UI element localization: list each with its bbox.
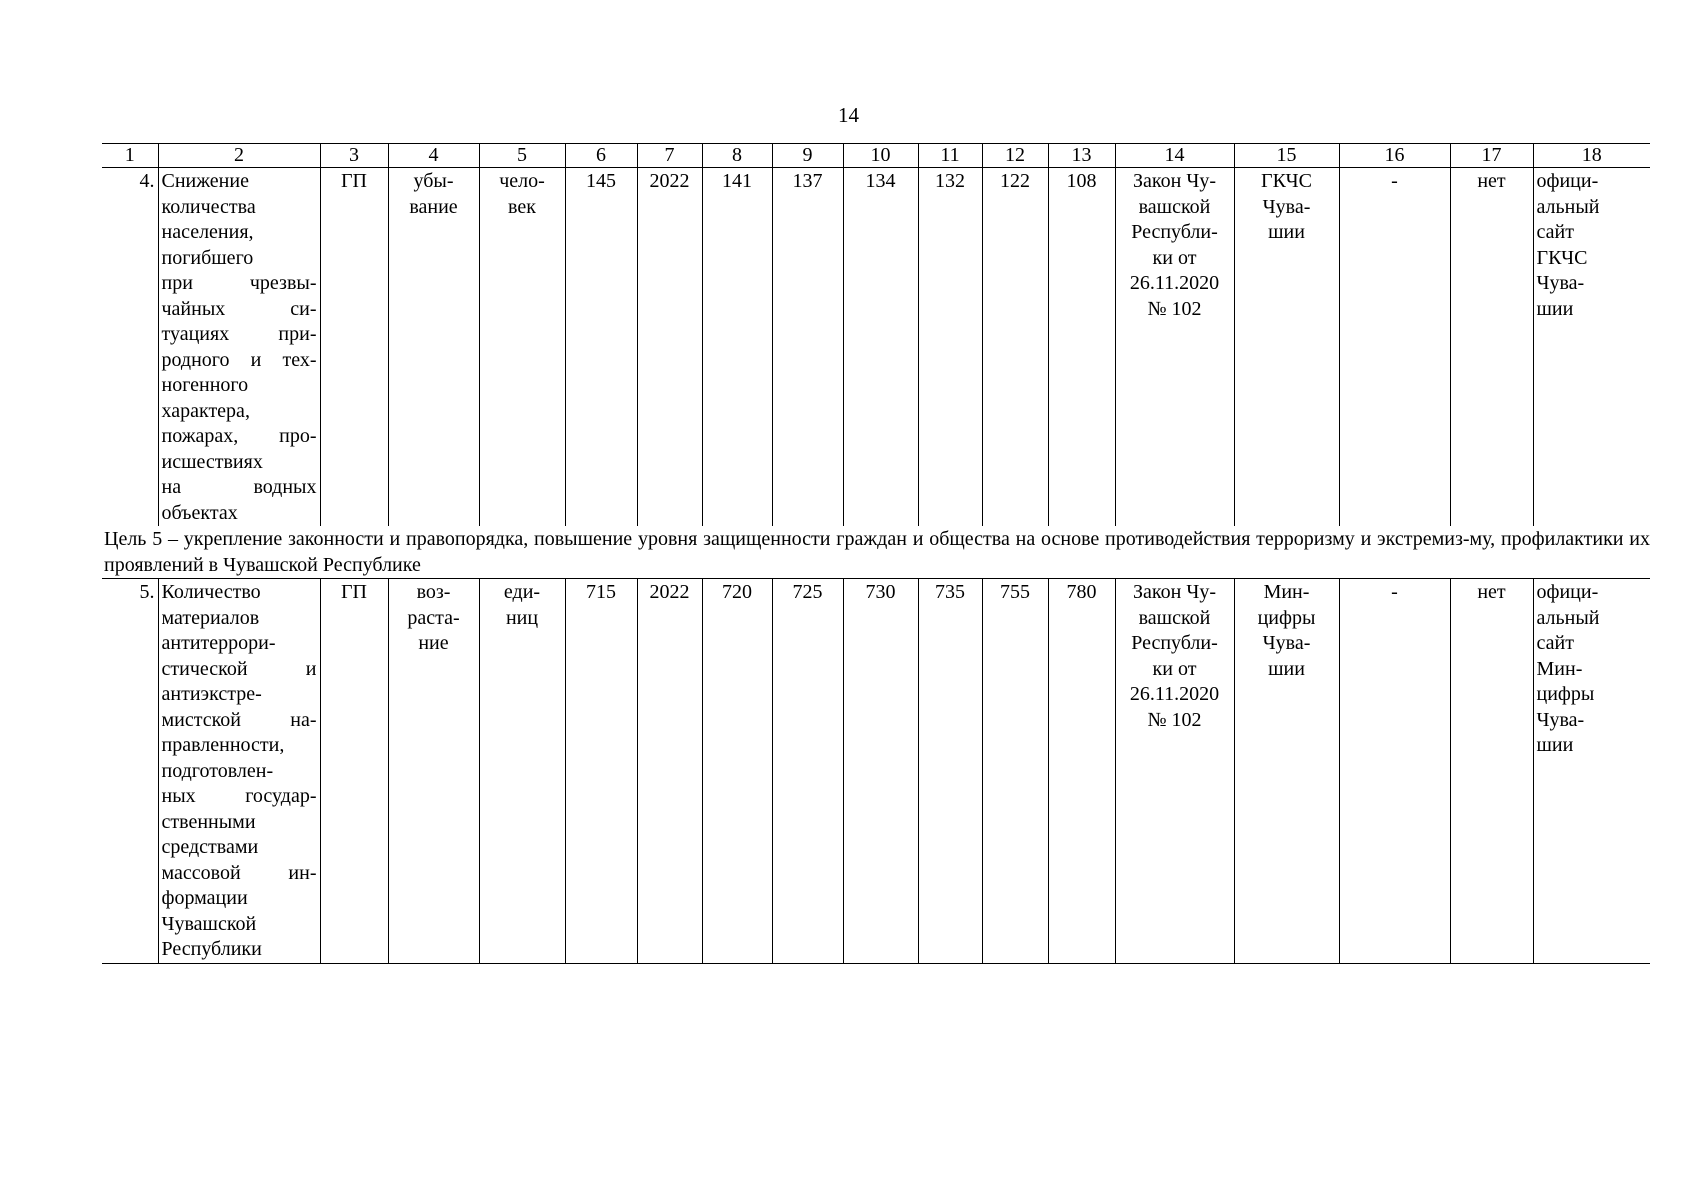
cell-line: № 102 — [1147, 297, 1202, 320]
cell-line: 26.11.2020 — [1129, 272, 1220, 294]
cell-line: ки от — [1152, 657, 1197, 680]
cell-line: ние — [418, 632, 449, 654]
column-number: 4 — [388, 144, 479, 168]
cell-line: Чува- — [1536, 272, 1585, 294]
table-row — [102, 579, 1650, 964]
cell-line: воз- — [416, 581, 451, 603]
indicators-table — [102, 143, 1650, 964]
column-number: 17 — [1450, 144, 1533, 168]
cell-line: на водных — [161, 476, 317, 498]
value-col-13: 780 — [1048, 579, 1115, 964]
base-year: 2022 — [637, 579, 702, 964]
cell-line: родного и тех- — [161, 348, 317, 371]
cell-line: пожарах, про- — [161, 425, 317, 447]
page-number: 14 — [838, 103, 859, 127]
cell-line: ногенного — [161, 374, 249, 396]
cell-line: офици- — [1536, 170, 1599, 192]
value-col-13: 108 — [1048, 168, 1115, 527]
cell-line: альный — [1536, 606, 1600, 629]
value-col-11: 735 — [918, 579, 982, 964]
cell-line: Республи- — [1131, 632, 1218, 654]
cell-line: убы- — [413, 170, 454, 192]
column-number: 8 — [702, 144, 772, 168]
cell-line: антитеррори- — [161, 632, 276, 654]
cell-line: шии — [1536, 297, 1574, 320]
indicator-trend — [388, 579, 479, 964]
cell-line: подготовлен- — [161, 759, 274, 782]
indicator-unit — [479, 168, 565, 527]
cell-line: альный — [1536, 195, 1600, 218]
column-number: 18 — [1533, 144, 1650, 168]
column-number: 13 — [1048, 144, 1115, 168]
cell-line: шии — [1268, 221, 1305, 243]
column-number: 5 — [479, 144, 565, 168]
cell-line: погибшего — [161, 246, 254, 269]
cell-line: шии — [1536, 734, 1574, 756]
cell-line: цифры — [1257, 606, 1316, 629]
column-number: 12 — [982, 144, 1048, 168]
data-source — [1533, 168, 1650, 527]
cell-line: цифры — [1536, 683, 1595, 705]
cell-line: вашской — [1138, 606, 1211, 629]
cell-line: Республи- — [1131, 221, 1218, 243]
cell-line: антиэкстре- — [161, 683, 262, 705]
cell-line: чайных си- — [161, 297, 317, 320]
cell-line: ки от — [1152, 246, 1197, 269]
value-col-9: 725 — [772, 579, 843, 964]
cell-line: шии — [1268, 657, 1305, 680]
column-number: 11 — [918, 144, 982, 168]
column-number: 3 — [320, 144, 388, 168]
cell-line: чело- — [499, 170, 545, 192]
cell-line: Закон Чу- — [1133, 170, 1216, 192]
cell-line: Чува- — [1262, 195, 1311, 218]
value-col-12: 122 — [982, 168, 1048, 527]
column-number: 2 — [158, 144, 320, 168]
cell-line: Закон Чу- — [1133, 581, 1216, 603]
value-col-10: 730 — [843, 579, 918, 964]
row-number: 5. — [102, 579, 158, 964]
cell-line: исшествиях — [161, 450, 263, 473]
cell-line: Снижение — [161, 170, 249, 192]
cell-line: формации — [161, 887, 248, 909]
data-source — [1533, 579, 1650, 964]
base-value: 145 — [565, 168, 637, 527]
value-col-9: 137 — [772, 168, 843, 527]
cell-line: ных государ- — [161, 785, 317, 807]
column-17-value: нет — [1450, 168, 1533, 527]
base-value: 715 — [565, 579, 637, 964]
cell-line: № 102 — [1147, 708, 1202, 731]
column-number: 14 — [1115, 144, 1234, 168]
value-col-10: 134 — [843, 168, 918, 527]
cell-line: ниц — [505, 606, 539, 629]
column-number: 6 — [565, 144, 637, 168]
cell-line: ГКЧС — [1536, 246, 1588, 269]
cell-line: Мин- — [1536, 657, 1583, 680]
indicator-type: ГП — [320, 579, 388, 964]
cell-line: Чува- — [1262, 632, 1311, 654]
column-17-value: нет — [1450, 579, 1533, 964]
indicator-trend — [388, 168, 479, 527]
column-16-value: - — [1339, 168, 1450, 527]
column-number: 15 — [1234, 144, 1339, 168]
indicator-type: ГП — [320, 168, 388, 527]
value-col-11: 132 — [918, 168, 982, 527]
goal-5-text: Цель 5 – укрепление законности и правопорядка, повышение уровня защищенности граждан и общества на основе противодействия терроризму и экстремиз-му, профилактики их проявлений в Чувашской Республике — [102, 526, 1650, 579]
legal-basis — [1115, 579, 1234, 964]
cell-line: офици- — [1536, 581, 1599, 603]
column-number: 7 — [637, 144, 702, 168]
goal-row — [102, 526, 1650, 579]
cell-line: Чувашской — [161, 912, 257, 935]
cell-line: сайт — [1536, 221, 1574, 243]
legal-basis — [1115, 168, 1234, 527]
cell-line: 26.11.2020 — [1129, 683, 1220, 705]
cell-line: Мин- — [1263, 581, 1310, 603]
cell-line: населения, — [161, 221, 254, 243]
cell-line: объектах — [161, 501, 238, 524]
responsible-body — [1234, 168, 1339, 527]
column-16-value: - — [1339, 579, 1450, 964]
cell-line: количества — [161, 195, 256, 218]
cell-line: Количество — [161, 581, 261, 603]
cell-line: век — [508, 195, 536, 218]
cell-line: ГКЧС — [1261, 170, 1312, 192]
column-numbers-row — [102, 144, 1650, 168]
column-number: 10 — [843, 144, 918, 168]
cell-line: при чрезвы- — [161, 272, 317, 294]
indicator-unit — [479, 579, 565, 964]
cell-line: еди- — [503, 581, 541, 603]
cell-line: массовой ин- — [161, 861, 317, 884]
indicator-name — [158, 168, 320, 527]
cell-line: мистской на- — [161, 708, 317, 731]
indicator-name — [158, 579, 320, 964]
cell-line: характера, — [161, 399, 250, 422]
cell-line: вание — [409, 195, 458, 218]
cell-line: раста- — [407, 606, 460, 629]
cell-line: материалов — [161, 606, 260, 629]
value-col-8: 720 — [702, 579, 772, 964]
cell-line: правленности, — [161, 734, 285, 756]
column-number: 1 — [102, 144, 158, 168]
cell-line: сайт — [1536, 632, 1574, 654]
cell-line: туациях при- — [161, 323, 317, 345]
cell-line: средствами — [161, 836, 259, 858]
cell-line: вашской — [1138, 195, 1211, 218]
column-number: 9 — [772, 144, 843, 168]
column-number: 16 — [1339, 144, 1450, 168]
row-number: 4. — [102, 168, 158, 527]
cell-line: стической и — [161, 657, 317, 680]
cell-line: ственными — [161, 810, 256, 833]
table-row — [102, 168, 1650, 527]
responsible-body — [1234, 579, 1339, 964]
value-col-8: 141 — [702, 168, 772, 527]
base-year: 2022 — [637, 168, 702, 527]
cell-line: Чува- — [1536, 708, 1585, 731]
cell-line: Республики — [161, 938, 262, 960]
value-col-12: 755 — [982, 579, 1048, 964]
